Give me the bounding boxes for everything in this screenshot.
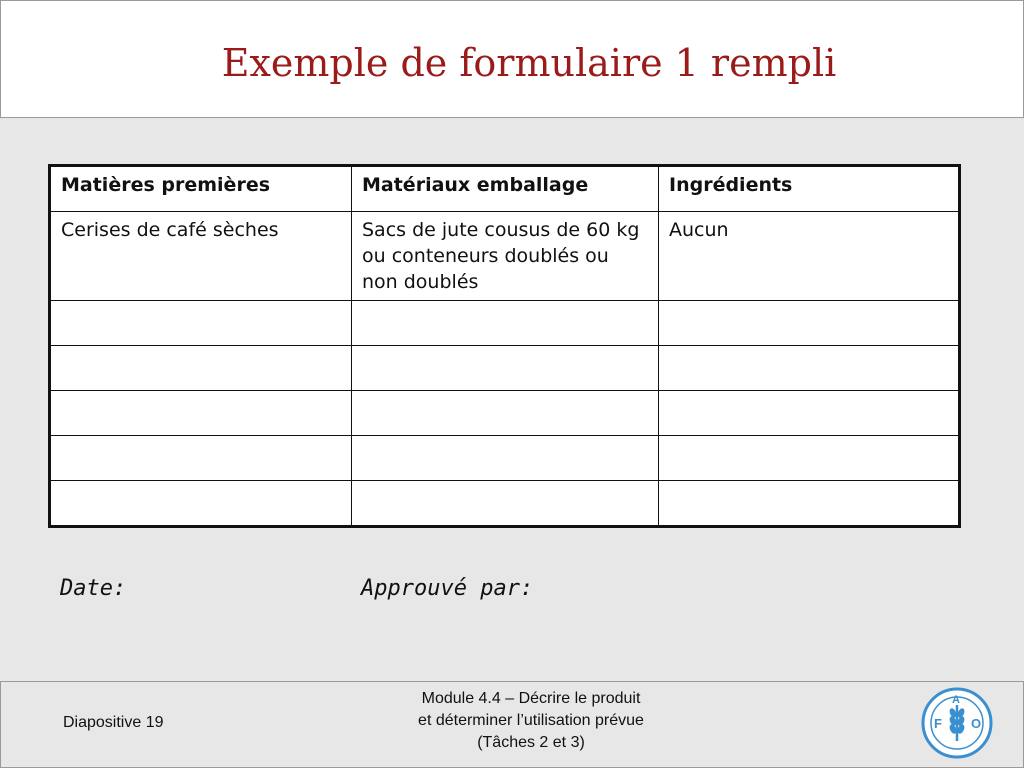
- table-cell: [352, 346, 659, 391]
- table-cell: [659, 436, 960, 481]
- table-cell: Sacs de jute cousus de 60 kg ou conteneurs doublés ou non doublés: [352, 212, 659, 301]
- table-row: [50, 346, 960, 391]
- table-row: [50, 301, 960, 346]
- table-cell: [50, 481, 352, 527]
- table-row: [50, 436, 960, 481]
- module-line: (Tâches 2 et 3): [477, 734, 585, 751]
- table-cell: [659, 301, 960, 346]
- svg-text:O: O: [971, 716, 982, 731]
- table-cell: [352, 481, 659, 527]
- table-row: [50, 481, 960, 527]
- module-line: et déterminer l’utilisation prévue: [418, 712, 644, 729]
- approved-by-label: Approuvé par:: [361, 576, 534, 601]
- module-line: Module 4.4 – Décrire le produit: [421, 690, 641, 707]
- svg-text:A: A: [952, 694, 960, 706]
- table-cell: [50, 391, 352, 436]
- header-packaging-materials: Matériaux emballage: [352, 166, 659, 212]
- form-table: [48, 164, 961, 528]
- table-cell: [352, 301, 659, 346]
- table-cell: [352, 436, 659, 481]
- header-ingredients: Ingrédients: [659, 166, 960, 212]
- table-header-row: [50, 166, 960, 212]
- table-cell: [659, 346, 960, 391]
- table-cell: Cerises de café sèches: [50, 212, 352, 301]
- slide-number: Diapositive 19: [63, 714, 164, 731]
- svg-text:F: F: [934, 716, 942, 731]
- table-row: [50, 212, 960, 301]
- date-label: Date:: [60, 576, 127, 601]
- table-cell: Aucun: [659, 212, 960, 301]
- table-cell: [659, 481, 960, 527]
- table-cell: [50, 301, 352, 346]
- title-bar: [0, 0, 1024, 118]
- header-raw-materials: Matières premières: [50, 166, 352, 212]
- table-cell: [50, 436, 352, 481]
- footer: [0, 681, 1024, 768]
- fao-logo-icon: [921, 687, 993, 759]
- table-cell: [50, 346, 352, 391]
- table-cell: [352, 391, 659, 436]
- slide-title: Exemple de formulaire 1 rempli: [221, 41, 837, 85]
- table-row: [50, 391, 960, 436]
- module-caption: [341, 688, 721, 754]
- table-cell: [659, 391, 960, 436]
